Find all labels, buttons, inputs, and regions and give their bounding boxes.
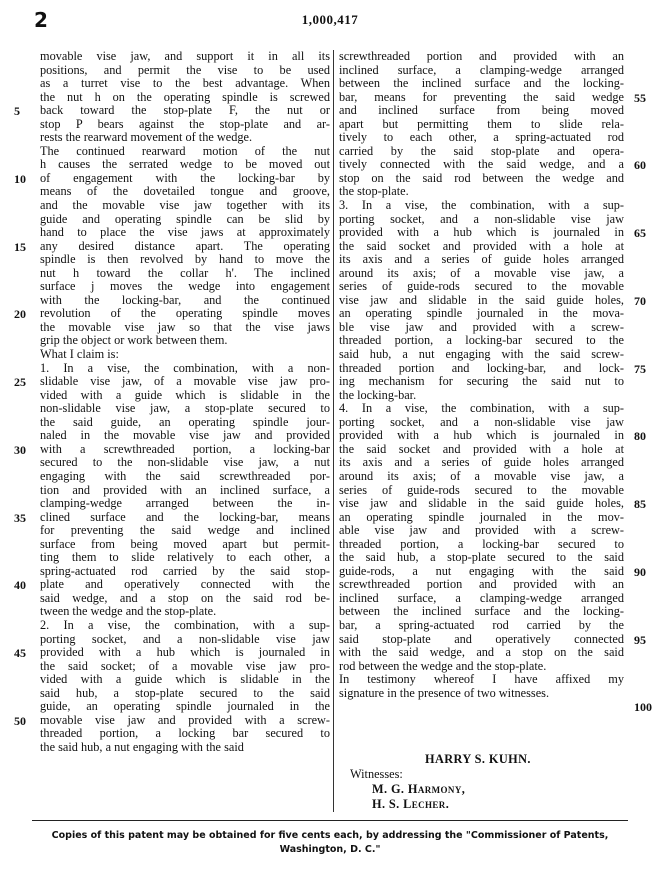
footer-rule: [32, 820, 628, 821]
inventor-name: HARRY S. KUHN.: [425, 752, 531, 766]
text-line: means of the dovetailed tongue and groove,: [40, 185, 330, 199]
text-line: threaded portion, a locking-bar secured to: [339, 537, 624, 551]
text-line: spring-actuated rod carried by the said stop-: [40, 564, 330, 578]
text-line: movable vise jaw and provided with a screw-: [40, 713, 330, 727]
text-line: ting them to slide relatively to each other, a: [40, 551, 330, 565]
text-line: said hub, a stop-plate secured to the said: [40, 686, 330, 700]
text-line: stop P bears against the stop-plate and ar-: [40, 117, 330, 131]
text-line: and the movable vise jaw together with its: [40, 199, 330, 213]
text-line: said wedge, and a stop on the said rod be-: [40, 591, 330, 605]
left-text-column: [40, 50, 330, 754]
text-line: tively connected with the said wedge, and a: [339, 158, 624, 172]
text-line: ing mechanism for securing the said nut to: [339, 375, 624, 389]
witnesses-label: Witnesses:: [350, 767, 403, 781]
footer-notice: [0, 829, 660, 857]
text-line: stop on the said rod between the wedge and: [339, 171, 624, 185]
text-line: bar, a spring-actuated rod carried by the: [339, 618, 624, 632]
line-number: 85: [634, 497, 646, 512]
text-line: provided with a hub which is journaled in: [339, 226, 624, 240]
text-line: the movable vise jaw so that the vise jaws: [40, 320, 330, 334]
text-line: guide, an operating spindle journaled in the: [40, 700, 330, 714]
text-line: of engagement with the locking-bar by: [40, 171, 330, 185]
text-line: carried by the said stop-plate and opera-: [339, 144, 624, 158]
text-line: with the said wedge, and a stop on the said: [339, 646, 624, 660]
text-line: as a turret vise to the best advantage. When: [40, 77, 330, 91]
text-line: signature in the presence of two witnesses.: [339, 686, 550, 700]
text-line: the nut h on the operating spindle is screwed: [40, 90, 330, 104]
text-line: non-slidable vise jaw, a stop-plate secured to: [40, 402, 330, 416]
text-line: provided with a hub which is journaled in: [40, 646, 330, 660]
text-line: the said hub, a nut engaging with the said: [40, 740, 244, 754]
text-line: tween the wedge and the stop-plate.: [40, 605, 217, 619]
text-line: said stop-plate and operatively connected: [339, 632, 624, 646]
text-line: revolution of the operating spindle moves: [40, 307, 330, 321]
text-line: threaded portion and locking-bar, and lock-: [339, 361, 624, 375]
text-line: 1. In a vise, the combination, with a non-: [40, 361, 330, 375]
text-line: the said guide, an operating spindle jour-: [40, 415, 330, 429]
text-line: an operating spindle journaled in the mov-: [339, 510, 624, 524]
text-line: porting socket, and a non-slidable vise jaw: [339, 415, 624, 429]
line-number: 25: [14, 375, 26, 390]
line-number: 100: [634, 700, 652, 715]
witness-name: M. G. Harmony,: [372, 782, 466, 796]
text-line: surface j moves the wedge into engagement: [40, 280, 330, 294]
text-line: inclined surface, a clamping-wedge arranged: [339, 63, 624, 77]
text-line: around its axis; of a movable vise jaw, a: [339, 469, 624, 483]
text-line: vise jaw and slidable in the said guide holes,: [339, 497, 624, 511]
text-line: series of guide-rods secured to the movable: [339, 280, 624, 294]
text-line: between the inclined surface and the locking-: [339, 77, 624, 91]
text-line: vided with a guide which is slidable in the: [40, 673, 330, 687]
line-number: 45: [14, 646, 26, 661]
text-line: threaded portion, a locking bar secured to: [40, 727, 330, 741]
text-line: porting socket, and a non-slidable vise jaw: [339, 212, 624, 226]
line-number: 20: [14, 307, 26, 322]
text-line: any desired distance apart. The operating: [40, 239, 330, 253]
text-line: tion and provided with an inclined surface, a: [40, 483, 330, 497]
line-number: 5: [14, 104, 20, 119]
line-number: 80: [634, 429, 646, 444]
line-number: 40: [14, 578, 26, 593]
text-line: the said socket; of a movable vise jaw pro-: [40, 659, 330, 673]
text-line: plate and operatively connected with the: [40, 578, 330, 592]
text-line: surface from being moved apart but permit-: [40, 537, 330, 551]
line-number: 35: [14, 510, 26, 525]
text-line: an operating spindle journaled in the mova-: [339, 307, 624, 321]
text-line: the locking-bar.: [339, 388, 417, 402]
text-line: 3. In a vise, the combination, with a sup-: [339, 199, 624, 213]
right-text-column: [339, 50, 624, 700]
text-line: ble vise jaw and provided with a screw-: [339, 320, 624, 334]
text-line: provided with a hub which is journaled in: [339, 429, 624, 443]
text-line: back toward the stop-plate F, the nut or: [40, 104, 330, 118]
text-line: screwthreaded portion and provided with an: [339, 50, 624, 63]
line-number: 75: [634, 361, 646, 376]
text-line: rests the rearward movement of the wedge.: [40, 131, 253, 145]
line-number: 95: [634, 632, 646, 647]
line-number: 60: [634, 158, 646, 173]
line-number: 70: [634, 293, 646, 308]
page-number: 2: [34, 8, 48, 32]
patent-number: 1,000,417: [301, 12, 359, 27]
text-line: slidable vise jaw, of a movable vise jaw pro-: [40, 375, 330, 389]
text-line: with a screwthreaded portion, a locking-bar: [40, 442, 330, 456]
text-line: clined surface and the locking-bar, means: [40, 510, 330, 524]
text-line: h causes the serrated wedge to be moved out: [40, 158, 330, 172]
text-line: around its axis; of a movable vise jaw, a: [339, 266, 624, 280]
column-divider: [333, 50, 334, 812]
line-number: 90: [634, 564, 646, 579]
line-number: 15: [14, 239, 26, 254]
text-line: bar, means for preventing the said wedge: [339, 90, 624, 104]
text-line: tively to each other, a spring-actuated rod: [339, 131, 624, 145]
text-line: its axis and a series of guide holes arranged: [339, 456, 624, 470]
text-line: vise jaw and slidable in the said guide holes,: [339, 293, 624, 307]
text-line: naled in the movable vise jaw and provided: [40, 429, 330, 443]
text-line: said hub, a nut engaging with the said screw-: [339, 348, 624, 362]
line-number: 55: [634, 90, 646, 105]
text-line: guide-rods, a nut engaging with the said: [339, 564, 624, 578]
text-line: guide and operating spindle can be slid by: [40, 212, 330, 226]
text-line: the stop-plate.: [339, 185, 409, 199]
text-line: series of guide-rods secured to the movable: [339, 483, 624, 497]
footer-line: Copies of this patent may be obtained for five cents each, by addressing the "Commissioner of Patents,: [51, 830, 609, 841]
text-line: rod between the wedge and the stop-plate.: [339, 659, 547, 673]
text-line: hand to place the vise jaws at approximately: [40, 226, 330, 240]
text-line: What I claim is:: [40, 348, 119, 362]
text-line: secured to the non-slidable vise jaw, a nut: [40, 456, 330, 470]
text-line: screwthreaded portion and provided with an: [339, 578, 624, 592]
line-number: 65: [634, 226, 646, 241]
line-number: 50: [14, 713, 26, 728]
text-line: clamping-wedge arranged between the in-: [40, 497, 330, 511]
text-line: engaging with the said screwthreaded por-: [40, 469, 330, 483]
text-line: nut h toward the collar h'. The inclined: [40, 266, 330, 280]
text-line: with the locking-bar, and the continued: [40, 293, 330, 307]
footer-line: Washington, D. C.": [279, 844, 381, 855]
text-line: The continued rearward motion of the nut: [40, 144, 330, 158]
text-line: apart but permitting them to slide rela-: [339, 117, 624, 131]
page-header: [0, 8, 660, 34]
text-line: its axis and a series of guide holes arranged: [339, 253, 624, 267]
witness-name: H. S. Lecher.: [372, 797, 450, 811]
text-line: threaded portion, a locking-bar secured to the: [339, 334, 624, 348]
text-line: the said socket and provided with a hole at: [339, 442, 624, 456]
text-line: able vise jaw and provided with a screw-: [339, 524, 624, 538]
text-line: 2. In a vise, the combination, with a sup-: [40, 618, 330, 632]
text-line: grip the object or work between them.: [40, 334, 228, 348]
line-number: 10: [14, 171, 26, 186]
text-line: spindle is then revolved by hand to move the: [40, 253, 330, 267]
text-line: movable vise jaw, and support it in all its: [40, 50, 330, 63]
text-line: vided with a guide which is slidable in the: [40, 388, 330, 402]
text-line: for preventing the said wedge and inclined: [40, 524, 330, 538]
text-line: 4. In a vise, the combination, with a sup-: [339, 402, 624, 416]
text-line: between the inclined surface and the locking-: [339, 605, 624, 619]
text-line: porting socket, and a non-slidable vise jaw: [40, 632, 330, 646]
text-line: inclined surface, a clamping-wedge arranged: [339, 591, 624, 605]
text-line: and inclined surface from being moved: [339, 104, 624, 118]
line-number: 30: [14, 442, 26, 457]
text-line: In testimony whereof I have affixed my: [339, 673, 624, 687]
text-line: the said hub, a stop-plate secured to the said: [339, 551, 624, 565]
text-line: positions, and permit the vise to be used: [40, 63, 330, 77]
text-line: the said socket and provided with a hole at: [339, 239, 624, 253]
